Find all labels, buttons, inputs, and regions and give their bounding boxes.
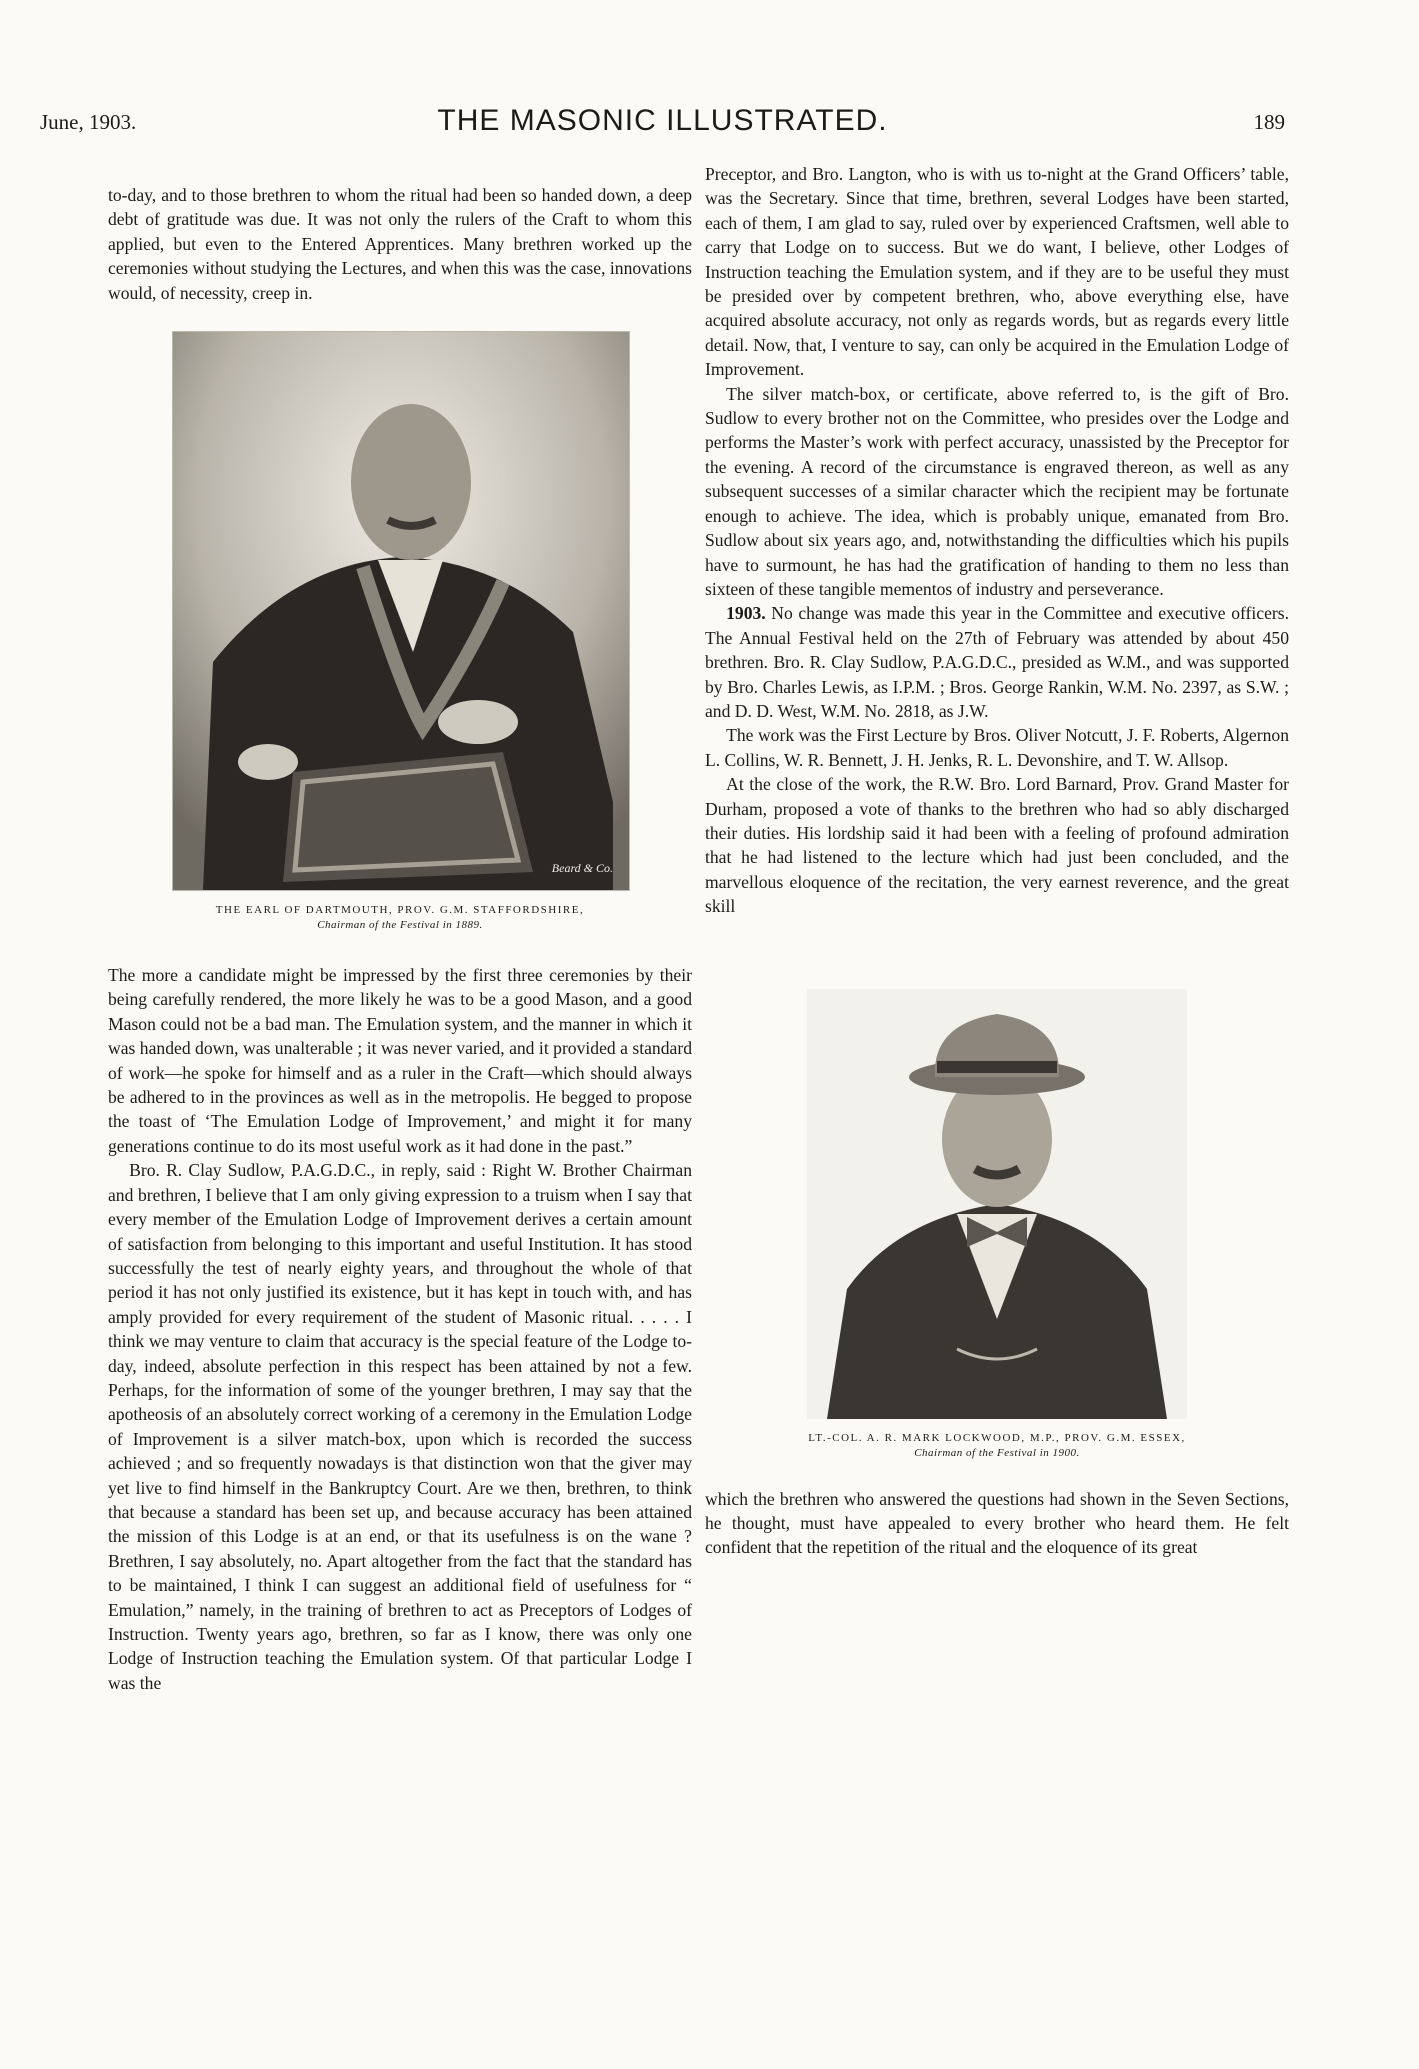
paragraph: At the close of the work, the R.W. Bro. Lord Barnard, Prov. Grand Master for Durham, proposed a vote of thanks to the brethren who had so ably discharged their duties. His lordship said it had been with a feeling of profound admiration that he had listened to the lecture which had just been concluded, and the marvellous eloquence of the recitation, the very earnest reverence, and the great skill [705, 774, 1289, 917]
right-column [705, 162, 1289, 1560]
paragraph: to-day, and to those brethren to whom the ritual had been so handed down, a deep debt of gratitude was due. It was not only the rulers of the Craft to whom this applied, but even to the Entered Apprentices. Many brethren worked up the ceremonies without studying the Lectures, and when this was the case, innovations would, of necessity, creep in. [108, 185, 692, 303]
portrait-photo-earl-of-dartmouth [172, 331, 630, 891]
figure-caption: THE EARL OF DARTMOUTH, PROV. G.M. STAFFORDSHIRE, [215, 904, 585, 917]
paragraph: Bro. R. Clay Sudlow, P.A.G.D.C., in reply, said : Right W. Brother Chairman and brethren, I believe that I am only giving expression to a truism when I say that every member of the Emulation Lodge of Improvement derives a certain amount of satisfaction from belonging to this important and useful Institution. It has stood successfully the test of nearly eighty years, and throughout the whole of that period it has not only justified its existence, but it has kept in touch with, and has amply provided for every requirement of the student of Masonic ritual. . . . . I think we may venture to claim that accuracy is the special feature of the Lodge to-day, indeed, absolute perfection in this respect has been attained by not a few. Perhaps, for the information of some of the younger brethren, I may say that the apotheosis of an absolutely correct working of a ceremony in the Emulation Lodge of Improvement is a silver match-box, upon which is recorded the success achieved ; and so frequently nowadays is that distinction won that the giver may yet live to find himself in the Bankruptcy Court. Are we then, brethren, to think that because a standard has been set up, and because accuracy has been attained the mission of this Lodge is at an end, or that its usefulness is on the wane ? Brethren, I say absolutely, no. Apart altogether from the fact that the standard has to be maintained, I think I can suggest an additional field of usefulness for “ Emulation,” namely, in the training of brethren to act as Preceptors of Lodges of Instruction. Twenty years ago, brethren, so far as I know, there was only one Lodge of Instruction teaching the Emulation system. Of that particular Lodge I was the [108, 1160, 692, 1693]
figure-earl-of-dartmouth [172, 331, 628, 933]
paragraph: which the brethren who answered the questions had shown in the Seven Sections, he thought, must have appealed to every brother who heard them. He felt confident that the repetition of the ritual and the eloquence of its great [705, 1488, 1289, 1558]
publication-title: THE MASONIC ILLUSTRATED. [437, 104, 888, 137]
header-date: June, 1903. [40, 110, 137, 134]
paragraph-text: No change was made this year in the Committee and executive officers. The Annual Festival held on the 27th of February was attended by about 450 brethren. Bro. R. Clay Sudlow, P.A.G.D.C., presided as W.M., and was supported by Bro. Charles Lewis, as I.P.M. ; Bros. George Rankin, W.M. No. 2397, as S.W. ; and D. D. West, W.M. No. 2818, as J.W. [705, 603, 1289, 721]
paragraph: The silver match-box, or certificate, above referred to, is the gift of Bro. Sudlow to every brother not on the Committee, who presides over the Lodge and performs the Master’s work with perfect accuracy, unassisted by the Preceptor for the evening. A record of the circumstance is engraved thereon, as well as any subsequent successes of a similar character which the recipient may be fortunate enough to achieve. The idea, which is probably unique, emanated from Bro. Sudlow about six years ago, and, notwithstanding the difficulties which his pupils have to surmount, he has had the gratification of handing to them no less than sixteen of these tangible mementos of industry and perseverance. [705, 383, 1289, 599]
page-number: 189 [1253, 110, 1285, 134]
figure-caption: LT.-COL. A. R. MARK LOCKWOOD, M.P., PROV. G.M. ESSEX, [808, 1431, 1186, 1444]
paragraph: Preceptor, and Bro. Langton, who is with us to-night at the Grand Officers’ table, was the Secretary. Since that time, brethren, several Lodges have been started, each of them, I am glad to say, ruled over by experienced Craftsmen, well able to carry that Lodge on to success. But we do want, I believe, other Lodges of Instruction teaching the Emulation system, and if they are to be useful they must be presided over by competent brethren, who, above everything else, have acquired absolute accuracy, not only as regards words, but as regards every little detail. Now, that, I venture to say, can only be acquired in the Emulation Lodge of Improvement. [705, 164, 1289, 380]
paragraph: The more a candidate might be impressed by the first three ceremonies by their being carefully rendered, the more likely he was to be a good Mason, and a good Mason could not be a bad man. The Emulation system, and the manner in which it was handed down, was unalterable ; it was never varied, and it provided a standard of work—he spoke for himself and as a ruler in the Craft—which should always be adhered to in the provinces as well as in the metropolis. He begged to propose the toast of ‘The Emulation Lodge of Improvement,’ and might it for many generations continue to do its most useful work as it had done in the past.” [108, 965, 692, 1156]
portrait-illustration [807, 989, 1187, 1419]
paragraph-1903 [705, 601, 1289, 723]
figure-mark-lockwood [807, 989, 1187, 1461]
photographer-signature: Beard & Co. [551, 860, 613, 875]
figure-subcaption: Chairman of the Festival in 1900. [914, 1446, 1080, 1459]
paragraph: The work was the First Lecture by Bros. Oliver Notcutt, J. F. Roberts, Algernon L. Collins, W. R. Bennett, J. H. Jenks, R. L. Devonshire, and T. W. Allsop. [705, 725, 1289, 770]
running-header [40, 104, 1285, 144]
left-column [108, 183, 692, 1695]
portrait-illustration [173, 332, 629, 890]
portrait-photo-mark-lockwood [807, 989, 1187, 1419]
figure-subcaption: Chairman of the Festival in 1889. [317, 919, 483, 932]
year-heading: 1903. [726, 603, 766, 624]
